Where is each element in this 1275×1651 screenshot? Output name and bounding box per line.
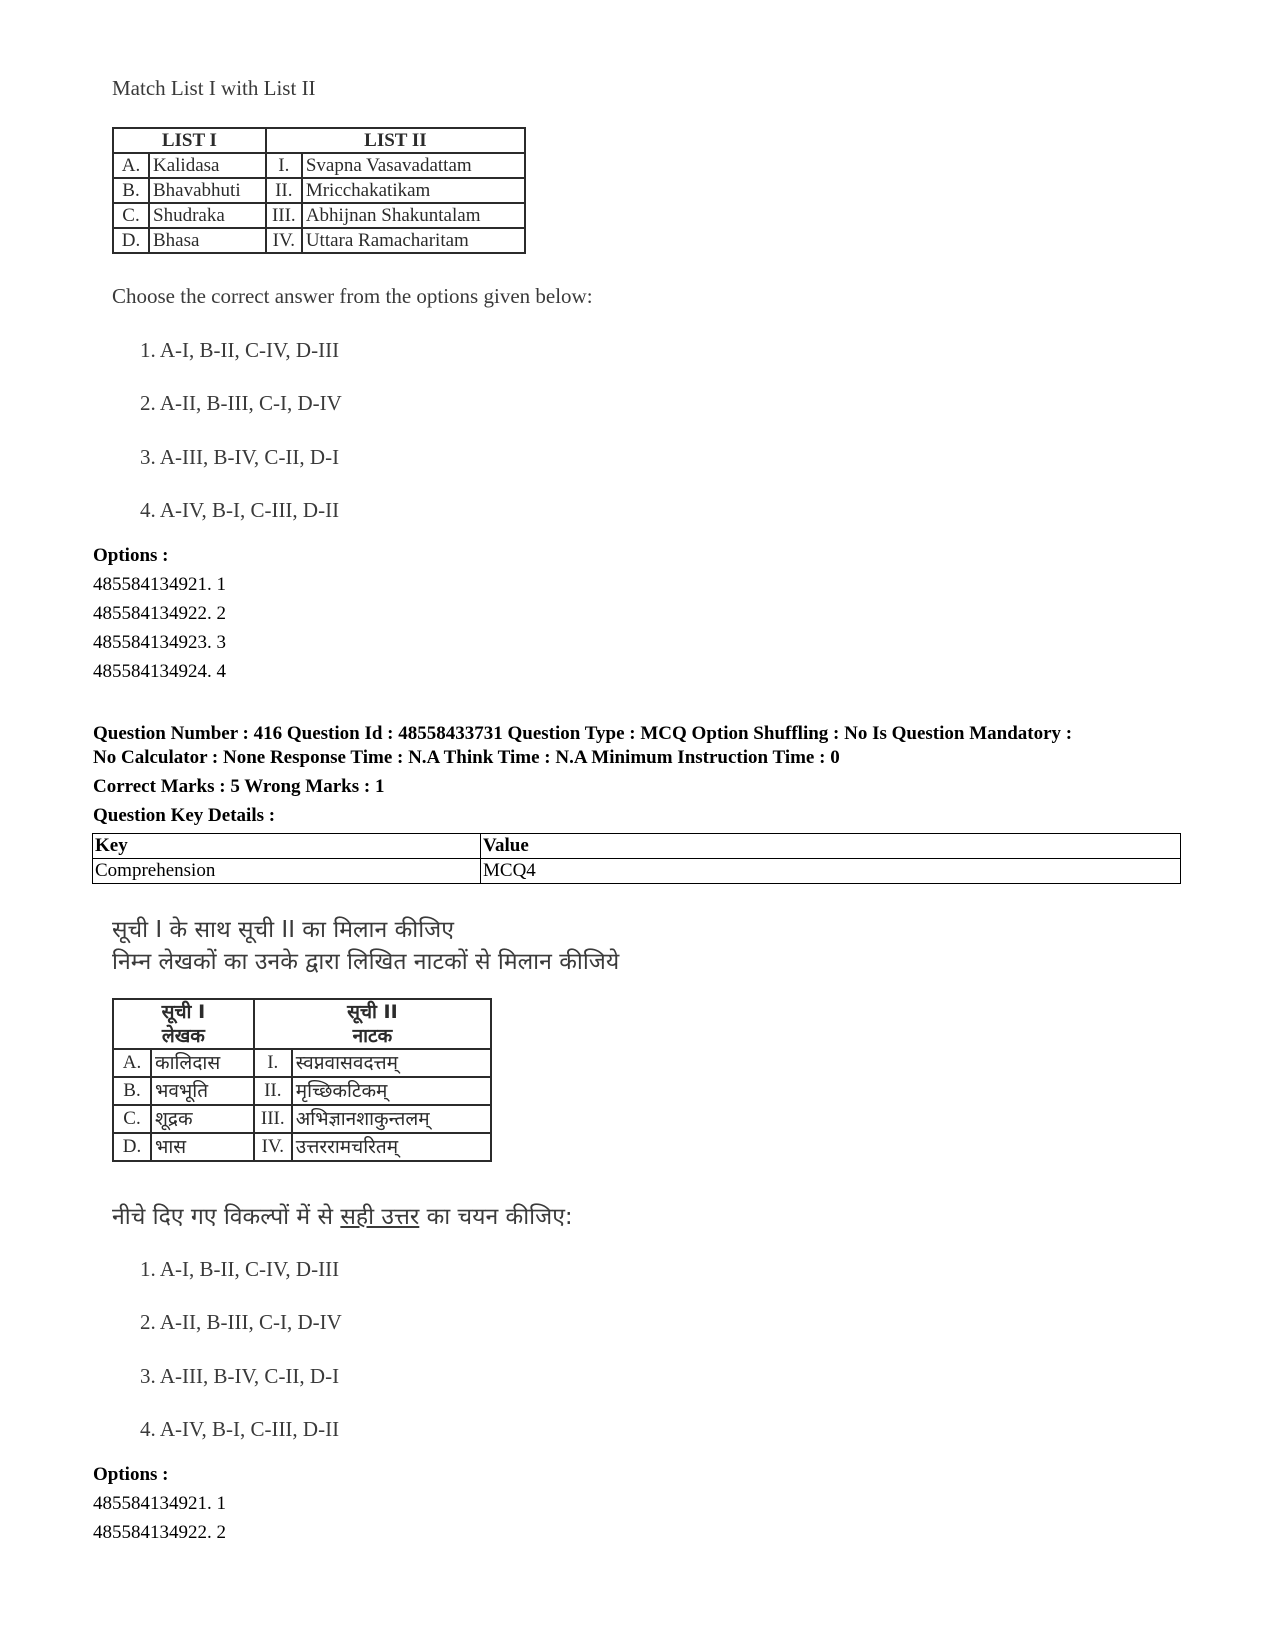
list1-subtitle: लेखक: [161, 1025, 205, 1047]
option-id-1: 485584134921. 1: [93, 574, 226, 595]
author-cell: भवभूति: [151, 1077, 254, 1105]
instruction-hindi: [112, 1199, 573, 1231]
list1-title: सूची I: [161, 1001, 206, 1023]
row-numeral: III.: [254, 1105, 292, 1133]
row-letter: C.: [113, 203, 149, 228]
value-header: Value: [481, 834, 1181, 859]
question-heading-hindi-1: सूची I के साथ सूची II का मिलान कीजिए: [112, 917, 454, 943]
table-row: [113, 153, 525, 178]
row-letter: A.: [113, 153, 149, 178]
value-cell: MCQ4: [481, 859, 1181, 884]
row-numeral: IV.: [254, 1133, 292, 1161]
table-row: [93, 859, 1181, 884]
question-meta-line1: Question Number : 416 Question Id : 48558433731 Question Type : MCQ Option Shuffling : No Is Question Mandatory :: [93, 723, 1073, 744]
option-id-2: 485584134922. 2: [93, 603, 226, 624]
play-cell: Abhijnan Shakuntalam: [302, 203, 525, 228]
row-numeral: II.: [254, 1077, 292, 1105]
row-numeral: I.: [254, 1049, 292, 1077]
play-cell: स्वप्नवासवदत्तम्: [292, 1049, 491, 1077]
list2-header: LIST II: [266, 128, 525, 153]
author-cell: कालिदास: [151, 1049, 254, 1077]
author-cell: Bhasa: [149, 228, 266, 253]
row-letter: D.: [113, 228, 149, 253]
choice-2: 2. A-II, B-III, C-I, D-IV: [140, 391, 342, 415]
choice-4-hindi-block: 4. A-IV, B-I, C-III, D-II: [140, 1417, 340, 1441]
question-heading-english: Match List I with List II: [112, 76, 316, 100]
choice-1: 1. A-I, B-II, C-IV, D-III: [140, 338, 340, 362]
list2-header-hindi: [254, 999, 491, 1049]
play-cell: उत्तररामचरितम्: [292, 1133, 491, 1161]
marks-line: Correct Marks : 5 Wrong Marks : 1: [93, 776, 385, 797]
author-cell: शूद्रक: [151, 1105, 254, 1133]
instruction-post: का चयन कीजिए:: [419, 1204, 573, 1230]
choice-3-hindi-block: 3. A-III, B-IV, C-II, D-I: [140, 1364, 340, 1388]
list2-subtitle: नाटक: [352, 1025, 393, 1047]
key-cell: Comprehension: [93, 859, 481, 884]
question-heading-hindi-2: निम्न लेखकों का उनके द्वारा लिखित नाटकों से मिलान कीजिये: [112, 949, 620, 975]
table-row: [113, 1077, 491, 1105]
option-id-4: 485584134924. 4: [93, 661, 226, 682]
table-row: [113, 203, 525, 228]
play-cell: Uttara Ramacharitam: [302, 228, 525, 253]
key-header: Key: [93, 834, 481, 859]
instruction-pre: नीचे दिए गए विकल्पों में से: [112, 1204, 341, 1230]
match-table-hindi: [112, 998, 492, 1162]
option-id-3: 485584134923. 3: [93, 632, 226, 653]
row-numeral: IV.: [266, 228, 302, 253]
row-letter: C.: [113, 1105, 151, 1133]
table-header-row: [113, 128, 525, 153]
key-details-table: [92, 833, 1181, 884]
option-id-1-2: 485584134921. 1: [93, 1493, 226, 1514]
choice-1-hindi-block: 1. A-I, B-II, C-IV, D-III: [140, 1257, 340, 1281]
play-cell: Mricchakatikam: [302, 178, 525, 203]
row-numeral: III.: [266, 203, 302, 228]
play-cell: Svapna Vasavadattam: [302, 153, 525, 178]
question-meta-line2: No Calculator : None Response Time : N.A Think Time : N.A Minimum Instruction Time : 0: [93, 747, 840, 768]
list2-title: सूची II: [347, 1001, 398, 1023]
author-cell: Bhavabhuti: [149, 178, 266, 203]
table-row: [113, 1049, 491, 1077]
row-letter: A.: [113, 1049, 151, 1077]
row-numeral: II.: [266, 178, 302, 203]
play-cell: मृच्छिकटिकम्: [292, 1077, 491, 1105]
author-cell: भास: [151, 1133, 254, 1161]
row-letter: D.: [113, 1133, 151, 1161]
play-cell: अभिज्ञानशाकुन्तलम्: [292, 1105, 491, 1133]
author-cell: Shudraka: [149, 203, 266, 228]
row-letter: B.: [113, 1077, 151, 1105]
row-letter: B.: [113, 178, 149, 203]
table-row: [113, 1133, 491, 1161]
choice-2-hindi-block: 2. A-II, B-III, C-I, D-IV: [140, 1310, 342, 1334]
options-label-2: Options :: [93, 1464, 169, 1485]
table-header-row: [113, 999, 491, 1049]
author-cell: Kalidasa: [149, 153, 266, 178]
row-numeral: I.: [266, 153, 302, 178]
list1-header: LIST I: [113, 128, 266, 153]
match-table-english: [112, 127, 526, 254]
key-details-label: Question Key Details :: [93, 805, 276, 826]
option-id-2-2: 485584134922. 2: [93, 1522, 226, 1543]
list1-header-hindi: [113, 999, 254, 1049]
table-row: [113, 228, 525, 253]
table-row: [113, 178, 525, 203]
instruction-underlined: सही उत्तर: [340, 1204, 420, 1230]
table-header-row: [93, 834, 1181, 859]
instruction-english: Choose the correct answer from the options given below:: [112, 284, 593, 308]
choice-3: 3. A-III, B-IV, C-II, D-I: [140, 445, 340, 469]
choice-4: 4. A-IV, B-I, C-III, D-II: [140, 498, 340, 522]
table-row: [113, 1105, 491, 1133]
options-label: Options :: [93, 545, 169, 566]
